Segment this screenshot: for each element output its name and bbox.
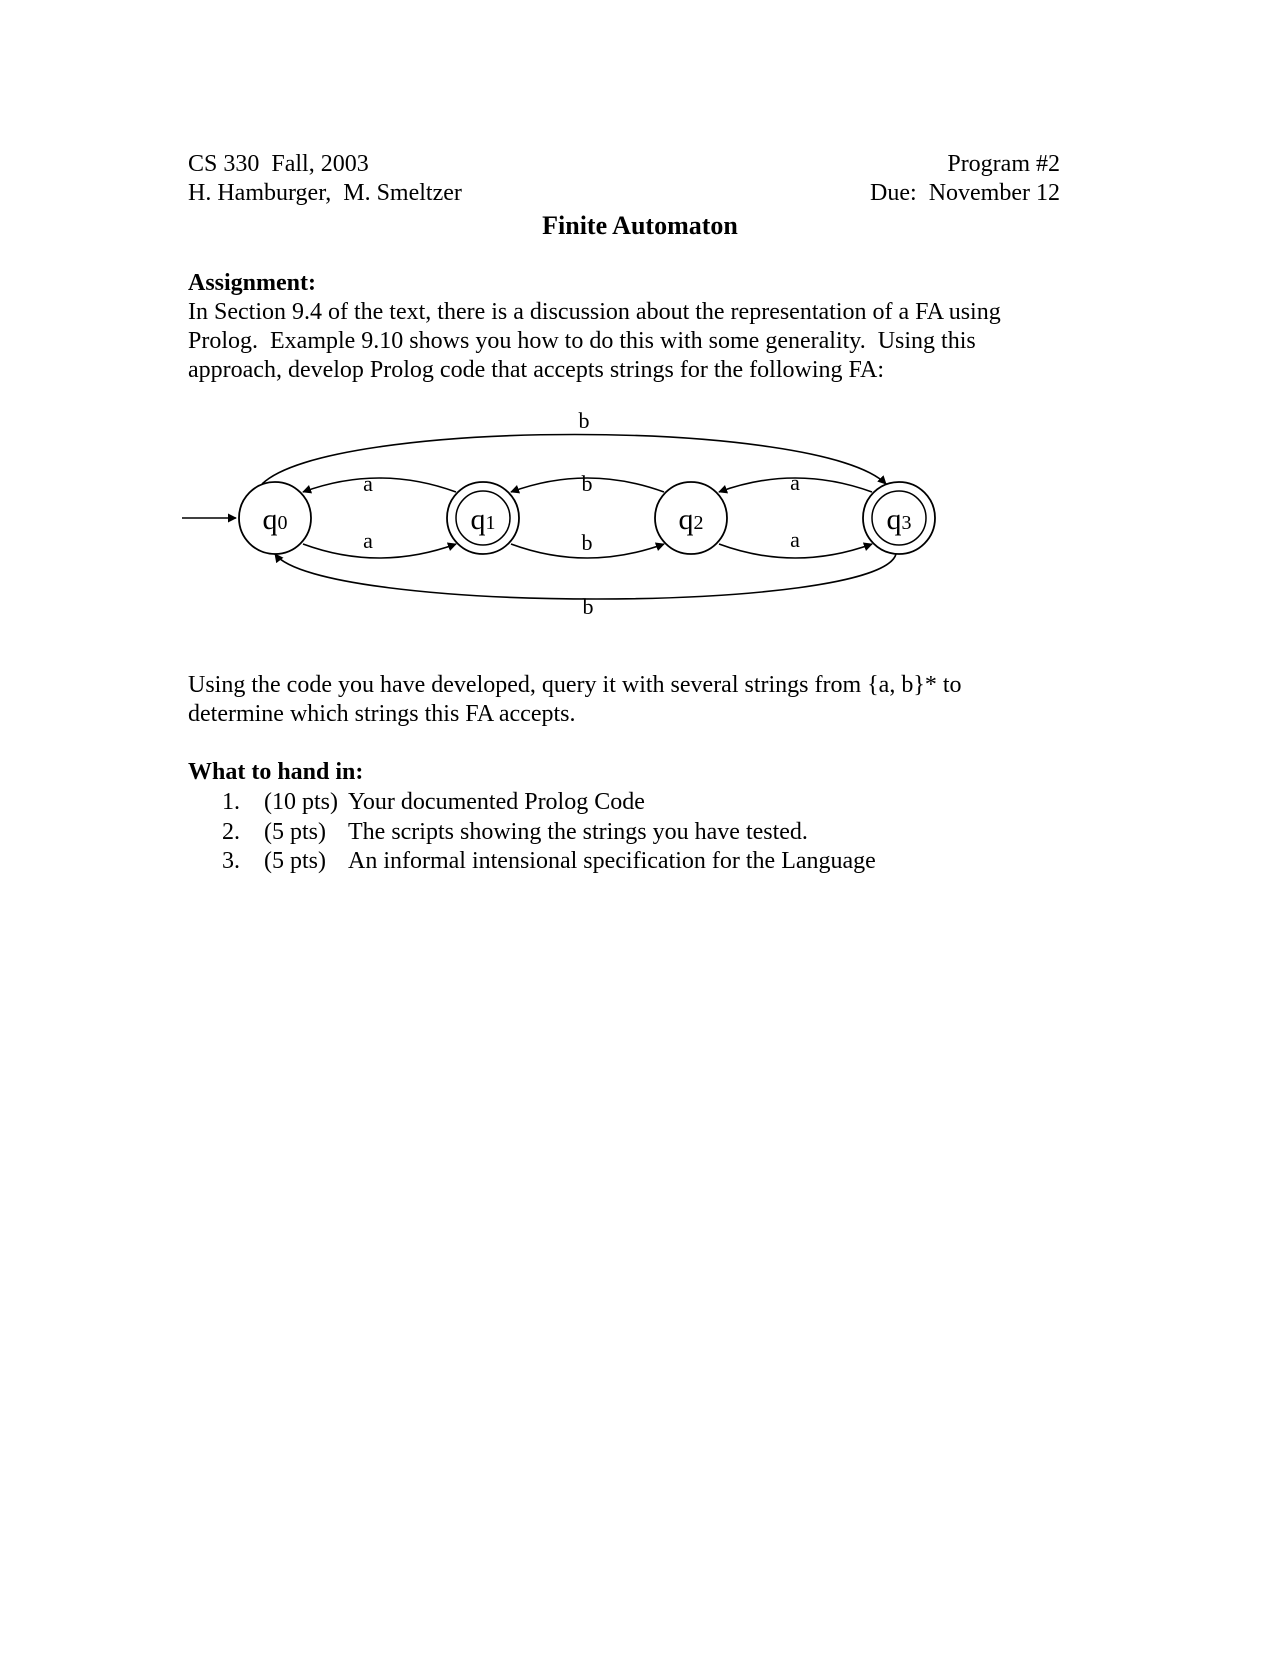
handin-heading: What to hand in: <box>188 759 364 785</box>
list-item-number: 3. <box>222 848 240 874</box>
state-q3-label: q3 <box>886 503 912 536</box>
list-item-text: Your documented Prolog Code <box>348 789 645 815</box>
edge-label-q3-q0: b <box>582 594 594 619</box>
edge-label-q1-q2: b <box>581 530 593 555</box>
program-line: Program #2 <box>947 151 1060 177</box>
list-item-points: (10 pts) <box>264 789 338 815</box>
instructors-line: H. Hamburger, M. Smeltzer <box>188 180 462 206</box>
state-q2-label: q2 <box>678 503 704 536</box>
edge-q0-q1 <box>303 544 456 558</box>
course-line: CS 330 Fall, 2003 <box>188 151 369 177</box>
edge-label-q2-q3: a <box>790 527 800 552</box>
header-right <box>870 150 1060 208</box>
edge-label-q0-q3: b <box>578 408 590 433</box>
list-item <box>222 847 876 877</box>
edge-label-q1-q0: a <box>363 471 373 496</box>
document-title: Finite Automaton <box>542 211 738 240</box>
edge-q3-q0 <box>275 554 896 599</box>
query-line: determine which strings this FA accepts. <box>188 701 576 727</box>
assignment-line: approach, develop Prolog code that accepts strings for the following FA: <box>188 357 885 383</box>
list-item <box>222 818 876 848</box>
due-date-line: Due: November 12 <box>870 180 1060 206</box>
list-item-points: (5 pts) <box>264 848 326 874</box>
query-line: Using the code you have developed, query it with several strings from {a, b}* to <box>188 672 962 698</box>
query-paragraph <box>188 671 1068 729</box>
state-q0-label: q0 <box>262 503 288 536</box>
list-item <box>222 788 876 818</box>
assignment-line: Prolog. Example 9.10 shows you how to do this with some generality. Using this <box>188 328 976 354</box>
edge-label-q2-q1: b <box>581 471 593 496</box>
list-item-points: (5 pts) <box>264 818 326 845</box>
handin-list <box>222 788 876 877</box>
list-item-text: An informal intensional specification for the Language <box>348 848 876 874</box>
edge-label-q0-q1: a <box>363 528 373 553</box>
list-item-number: 2. <box>222 818 240 845</box>
edge-label-q3-q2: a <box>790 470 800 495</box>
assignment-line: In Section 9.4 of the text, there is a discussion about the representation of a FA using <box>188 299 1001 325</box>
assignment-paragraph <box>188 298 1068 385</box>
edge-q1-q0 <box>303 478 456 492</box>
list-item-number: 1. <box>222 789 240 815</box>
assignment-heading: Assignment: <box>188 270 317 296</box>
header-left <box>188 150 462 208</box>
list-item-text: The scripts showing the strings you have tested. <box>348 818 808 845</box>
fa-diagram <box>180 408 950 638</box>
state-q1-label: q1 <box>470 503 496 536</box>
